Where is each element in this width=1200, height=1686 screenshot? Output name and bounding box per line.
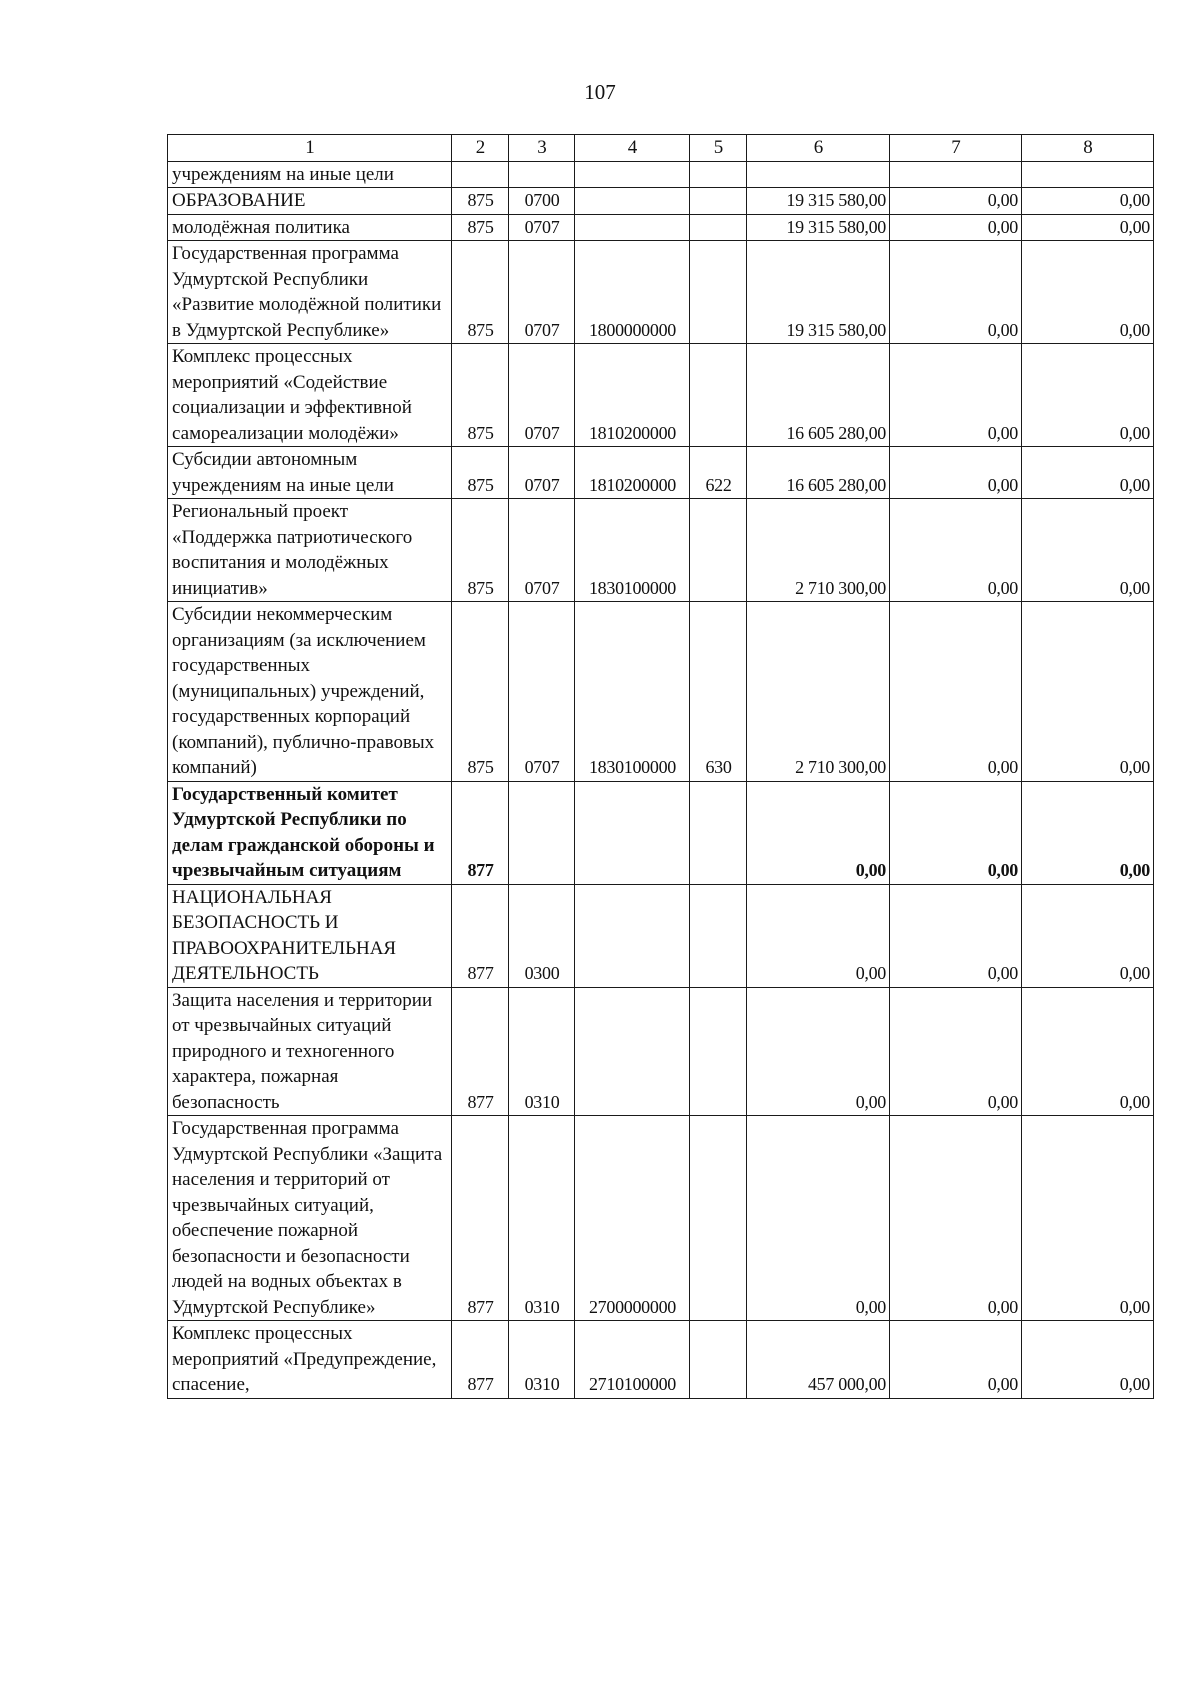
row-amount-cell: 2 710 300,00 (747, 499, 890, 602)
column-header: 7 (890, 135, 1022, 162)
row-name-cell: НАЦИОНАЛЬНАЯ БЕЗОПАСНОСТЬ И ПРАВООХРАНИТЕЛЬНАЯ ДЕЯТЕЛЬНОСТЬ (168, 884, 452, 987)
row-type-cell (690, 241, 747, 344)
row-amount-cell: 0,00 (747, 884, 890, 987)
column-header: 1 (168, 135, 452, 162)
row-target-cell (575, 188, 690, 215)
row-amount-cell: 0,00 (890, 188, 1022, 215)
row-name-cell: Государственный комитет Удмуртской Республики по делам гражданской обороны и чрезвычайным ситуациям (168, 781, 452, 884)
column-header: 2 (452, 135, 509, 162)
table-row (168, 447, 1154, 499)
row-section-cell: 0707 (509, 214, 575, 241)
row-amount-cell: 0,00 (1022, 987, 1154, 1116)
row-name-cell: молодёжная политика (168, 214, 452, 241)
row-name-cell: Защита населения и территории от чрезвычайных ситуаций природного и техногенного характера, пожарная безопасность (168, 987, 452, 1116)
row-section-cell: 0310 (509, 987, 575, 1116)
row-code-cell: 875 (452, 188, 509, 215)
row-amount-cell: 0,00 (1022, 344, 1154, 447)
row-amount-cell: 16 605 280,00 (747, 447, 890, 499)
row-target-cell (575, 987, 690, 1116)
row-code-cell: 875 (452, 214, 509, 241)
row-target-cell: 1810200000 (575, 344, 690, 447)
row-amount-cell: 2 710 300,00 (747, 602, 890, 782)
row-section-cell: 0707 (509, 602, 575, 782)
row-target-cell (575, 214, 690, 241)
row-amount-cell: 0,00 (1022, 214, 1154, 241)
row-amount-cell: 0,00 (890, 602, 1022, 782)
row-target-cell: 1800000000 (575, 241, 690, 344)
row-target-cell (575, 161, 690, 188)
table-body (168, 135, 1154, 1399)
table-row (168, 602, 1154, 782)
row-name-cell: Субсидии некоммерческим организациям (за исключением государственных (муниципальных) учреждений, государственных корпораций (компаний), публично-правовых компаний) (168, 602, 452, 782)
row-amount-cell: 0,00 (890, 884, 1022, 987)
row-code-cell: 877 (452, 884, 509, 987)
row-type-cell (690, 884, 747, 987)
row-amount-cell: 19 315 580,00 (747, 241, 890, 344)
header-row (168, 135, 1154, 162)
row-code-cell: 875 (452, 447, 509, 499)
row-amount-cell: 0,00 (890, 781, 1022, 884)
row-amount-cell: 19 315 580,00 (747, 188, 890, 215)
column-header: 3 (509, 135, 575, 162)
row-code-cell: 875 (452, 344, 509, 447)
row-code-cell: 875 (452, 602, 509, 782)
row-amount-cell: 0,00 (1022, 447, 1154, 499)
row-target-cell: 1830100000 (575, 602, 690, 782)
row-type-cell (690, 188, 747, 215)
table-row (168, 188, 1154, 215)
table-row (168, 781, 1154, 884)
row-amount-cell: 0,00 (1022, 499, 1154, 602)
row-code-cell: 877 (452, 987, 509, 1116)
row-amount-cell: 0,00 (890, 344, 1022, 447)
row-target-cell (575, 781, 690, 884)
row-amount-cell: 0,00 (890, 1321, 1022, 1399)
row-target-cell: 2710100000 (575, 1321, 690, 1399)
row-amount-cell: 0,00 (1022, 241, 1154, 344)
row-section-cell (509, 161, 575, 188)
table-row (168, 344, 1154, 447)
row-section-cell: 0707 (509, 447, 575, 499)
row-code-cell: 877 (452, 1321, 509, 1399)
table-row (168, 161, 1154, 188)
row-amount-cell: 0,00 (747, 987, 890, 1116)
row-name-cell: Субсидии автономным учреждениям на иные цели (168, 447, 452, 499)
column-header: 6 (747, 135, 890, 162)
row-amount-cell: 0,00 (747, 781, 890, 884)
table-row (168, 987, 1154, 1116)
row-section-cell: 0707 (509, 344, 575, 447)
row-amount-cell: 0,00 (1022, 781, 1154, 884)
row-type-cell (690, 987, 747, 1116)
row-type-cell (690, 214, 747, 241)
table-row (168, 499, 1154, 602)
row-section-cell: 0700 (509, 188, 575, 215)
table-row (168, 884, 1154, 987)
table-row (168, 1116, 1154, 1321)
row-amount-cell: 19 315 580,00 (747, 214, 890, 241)
row-section-cell: 0300 (509, 884, 575, 987)
table-row (168, 1321, 1154, 1399)
row-name-cell: Государственная программа Удмуртской Республики «Защита населения и территорий от чрезвычайных ситуаций, обеспечение пожарной безопасности и безопасности людей на водных объектах в Удмуртской Республике» (168, 1116, 452, 1321)
row-target-cell (575, 884, 690, 987)
row-amount-cell: 457 000,00 (747, 1321, 890, 1399)
budget-table (167, 134, 1154, 1399)
row-name-cell: Комплекс процессных мероприятий «Предупреждение, спасение, (168, 1321, 452, 1399)
row-name-cell: Региональный проект «Поддержка патриотического воспитания и молодёжных инициатив» (168, 499, 452, 602)
row-type-cell: 630 (690, 602, 747, 782)
row-code-cell: 875 (452, 241, 509, 344)
row-amount-cell: 0,00 (747, 1116, 890, 1321)
row-target-cell: 1830100000 (575, 499, 690, 602)
row-section-cell: 0310 (509, 1321, 575, 1399)
table-row (168, 241, 1154, 344)
row-type-cell: 622 (690, 447, 747, 499)
row-target-cell: 1810200000 (575, 447, 690, 499)
row-section-cell: 0707 (509, 241, 575, 344)
row-code-cell: 877 (452, 1116, 509, 1321)
row-type-cell (690, 161, 747, 188)
row-code-cell (452, 161, 509, 188)
row-type-cell (690, 1116, 747, 1321)
row-amount-cell: 0,00 (1022, 1116, 1154, 1321)
row-section-cell (509, 781, 575, 884)
row-name-cell: Государственная программа Удмуртской Республики «Развитие молодёжной политики в Удмуртской Республике» (168, 241, 452, 344)
row-amount-cell (890, 161, 1022, 188)
row-name-cell: ОБРАЗОВАНИЕ (168, 188, 452, 215)
column-header: 4 (575, 135, 690, 162)
page-number: 107 (584, 80, 616, 104)
row-type-cell (690, 344, 747, 447)
row-target-cell: 2700000000 (575, 1116, 690, 1321)
row-amount-cell: 0,00 (1022, 1321, 1154, 1399)
row-amount-cell: 0,00 (890, 241, 1022, 344)
row-name-cell: учреждениям на иные цели (168, 161, 452, 188)
row-amount-cell: 0,00 (890, 499, 1022, 602)
row-section-cell: 0707 (509, 499, 575, 602)
table-row (168, 214, 1154, 241)
row-amount-cell: 0,00 (1022, 884, 1154, 987)
row-amount-cell: 16 605 280,00 (747, 344, 890, 447)
row-amount-cell: 0,00 (1022, 188, 1154, 215)
row-name-cell: Комплекс процессных мероприятий «Содействие социализации и эффективной самореализации молодёжи» (168, 344, 452, 447)
row-section-cell: 0310 (509, 1116, 575, 1321)
row-code-cell: 877 (452, 781, 509, 884)
row-code-cell: 875 (452, 499, 509, 602)
column-header: 5 (690, 135, 747, 162)
row-type-cell (690, 1321, 747, 1399)
row-amount-cell (747, 161, 890, 188)
row-amount-cell: 0,00 (890, 1116, 1022, 1321)
row-amount-cell (1022, 161, 1154, 188)
column-header: 8 (1022, 135, 1154, 162)
row-amount-cell: 0,00 (890, 987, 1022, 1116)
row-type-cell (690, 499, 747, 602)
row-amount-cell: 0,00 (890, 214, 1022, 241)
row-amount-cell: 0,00 (890, 447, 1022, 499)
row-type-cell (690, 781, 747, 884)
row-amount-cell: 0,00 (1022, 602, 1154, 782)
